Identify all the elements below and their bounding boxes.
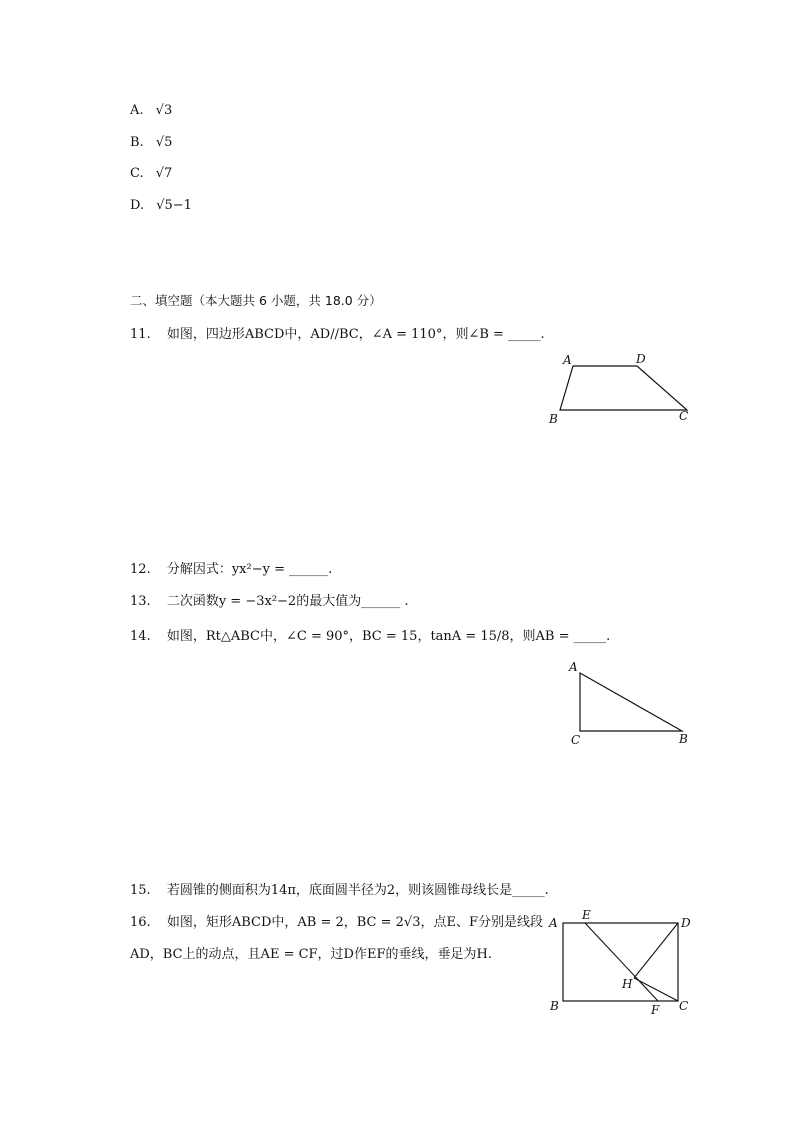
question-16-continued: AD，BC上的动点，且AE = CF，过D作EF的垂线，垂足为H.: [130, 947, 492, 962]
question-16: [130, 911, 543, 930]
question-text: 如图，四边形ABCD中，AD//BC，∠A = 110°，则∠B = _____.: [166, 327, 545, 342]
segment-dh: [634, 923, 678, 978]
question-number: 11.: [130, 327, 151, 342]
question-number: 15.: [130, 883, 151, 898]
question-13: [130, 590, 408, 609]
option-letter: C.: [130, 166, 144, 181]
vertex-label-a: A: [549, 916, 558, 930]
question-11: [130, 323, 545, 342]
option-value: √7: [155, 166, 173, 181]
question-text: 若圆锥的侧面积为14π，底面圆半径为2，则该圆锥母线长是_____.: [166, 883, 549, 898]
rectangle-outline: [563, 923, 678, 1001]
vertex-label-c: C: [679, 999, 689, 1013]
vertex-label-a: A: [569, 660, 578, 674]
option-a: [130, 103, 172, 118]
segment-hc: [634, 978, 678, 1001]
vertex-label-c: C: [571, 733, 581, 747]
option-value: √5: [155, 135, 173, 150]
point-label-f: F: [651, 1003, 660, 1017]
vertex-label-a: A: [563, 353, 572, 367]
question-text: 如图，矩形ABCD中，AB = 2，BC = 2√3，点E、F分别是线段: [166, 915, 543, 930]
right-triangle-figure: [560, 655, 710, 750]
vertex-label-b: B: [550, 999, 559, 1013]
point-label-h: H: [622, 977, 633, 991]
question-15: [130, 879, 549, 898]
question-text: 如图，Rt△ABC中，∠C = 90°，BC = 15，tanA = 15/8，则AB = _____.: [166, 629, 611, 644]
rectangle-figure: [545, 905, 705, 1020]
option-value: √5−1: [156, 198, 192, 213]
vertex-label-b: B: [679, 732, 688, 746]
option-letter: A.: [130, 103, 144, 118]
section-title: 二、填空题（本大题共 6 小题，共 18.0 分）: [130, 293, 382, 308]
point-label-e: E: [582, 908, 591, 922]
question-14: [130, 625, 610, 644]
question-number: 13.: [130, 594, 151, 609]
option-b: [130, 135, 172, 150]
trapezoid-outline: [560, 366, 687, 410]
question-text: 分解因式：yx²−y = ______.: [166, 562, 333, 577]
option-letter: B.: [130, 135, 144, 150]
vertex-label-c: C: [679, 409, 689, 423]
option-d: [130, 198, 192, 213]
option-letter: D.: [130, 198, 145, 213]
question-text: 二次函数y = −3x²−2的最大值为______ .: [166, 594, 409, 609]
triangle-outline: [580, 673, 682, 731]
question-number: 16.: [130, 915, 151, 930]
question-12: [130, 558, 332, 577]
option-value: √3: [155, 103, 173, 118]
option-c: [130, 166, 172, 181]
trapezoid-figure: [540, 348, 700, 428]
vertex-label-d: D: [681, 916, 691, 930]
vertex-label-b: B: [549, 412, 558, 426]
question-number: 14.: [130, 629, 151, 644]
vertex-label-d: D: [636, 352, 646, 366]
question-number: 12.: [130, 562, 151, 577]
